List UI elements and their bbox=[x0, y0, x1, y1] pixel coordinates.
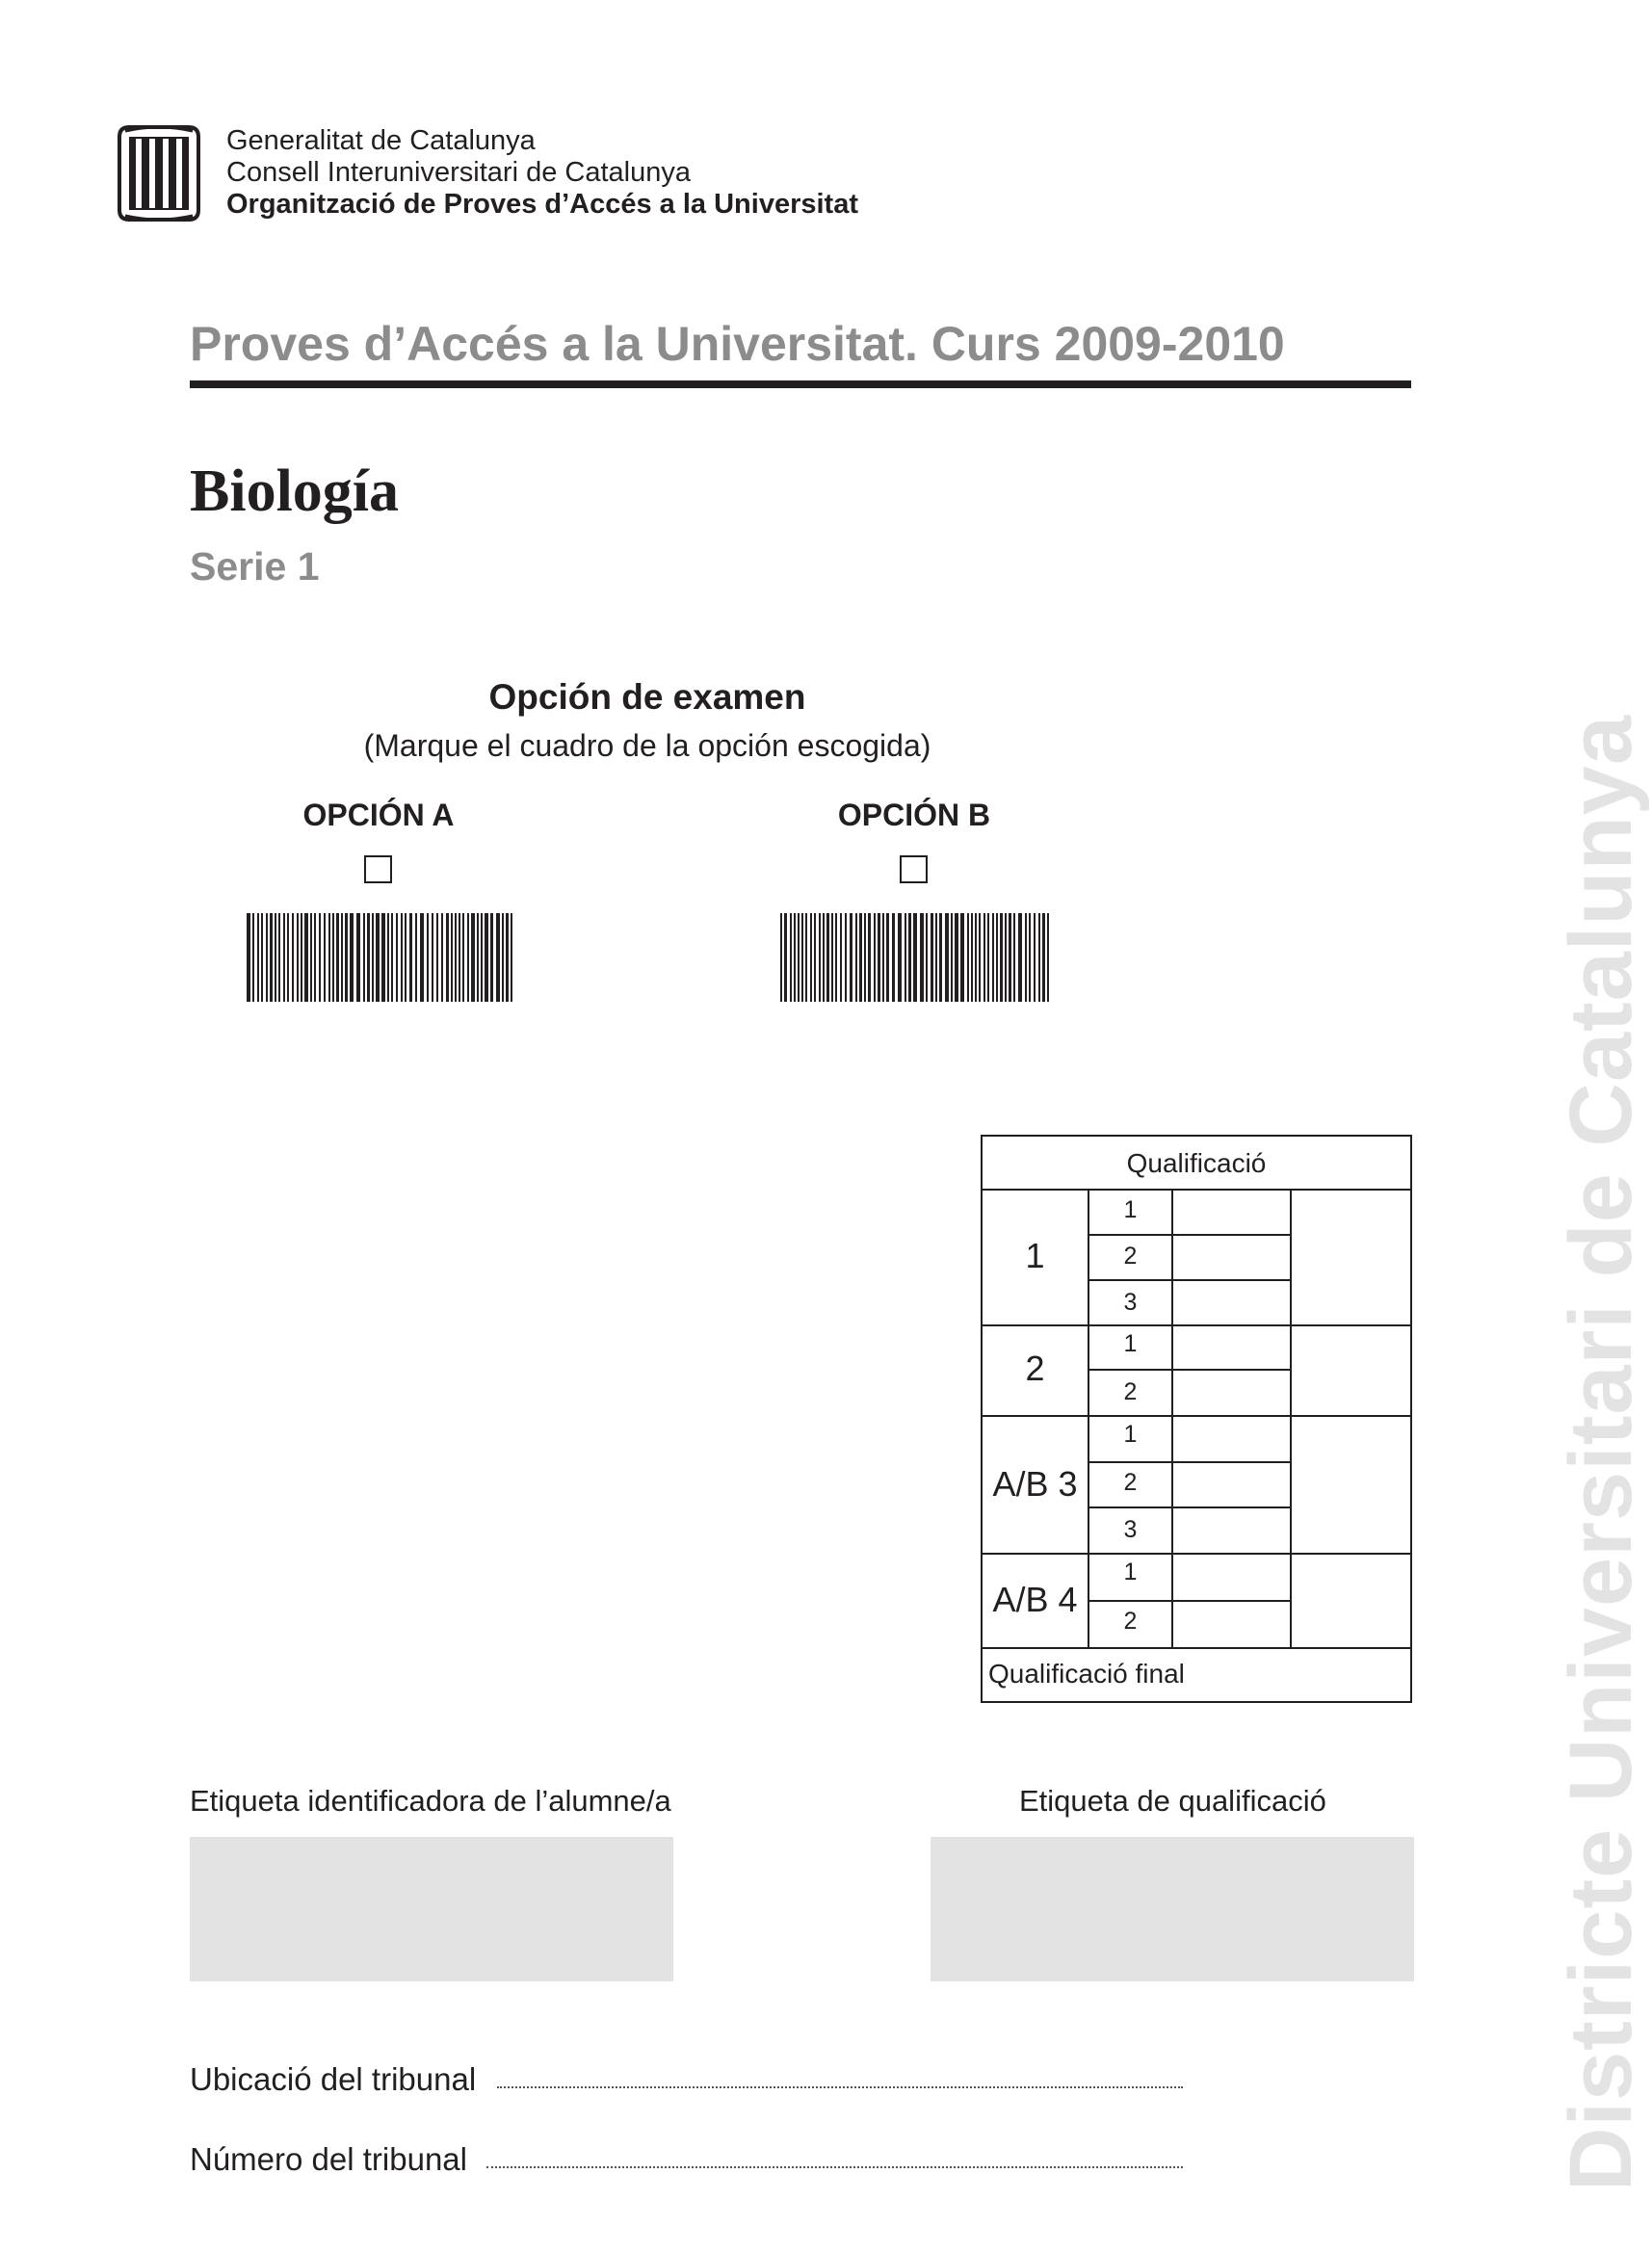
student-label-caption: Etiqueta identificadora de l’alumne/a bbox=[190, 1784, 671, 1818]
student-label-area bbox=[190, 1837, 673, 1981]
part-number: 2 bbox=[1123, 1378, 1138, 1405]
option-b-barcode bbox=[780, 913, 1050, 1002]
group-label-ab4: A/B 4 bbox=[992, 1580, 1078, 1619]
tribunal-location-field[interactable] bbox=[497, 2086, 1183, 2088]
tribunal-location-label: Ubicació del tribunal bbox=[190, 2061, 477, 2097]
header-line-organitzacio: Organització de Proves d’Accés a la Universitat bbox=[226, 189, 858, 220]
tribunal-number-field[interactable] bbox=[486, 2166, 1183, 2168]
part-number: 3 bbox=[1123, 1516, 1138, 1543]
grade-label-caption: Etiqueta de qualificació bbox=[1019, 1784, 1326, 1818]
group-label-2: 2 bbox=[1025, 1349, 1045, 1388]
part-number: 2 bbox=[1123, 1243, 1138, 1270]
grading-table bbox=[981, 1135, 1412, 1703]
option-a-barcode bbox=[247, 913, 516, 1002]
part-number: 1 bbox=[1123, 1421, 1138, 1448]
generalitat-logo-icon bbox=[118, 125, 200, 222]
option-b-checkbox[interactable] bbox=[900, 855, 928, 883]
exam-option-instructions: (Marque el cuadro de la opción escogida) bbox=[363, 728, 931, 763]
header-line-generalitat: Generalitat de Catalunya bbox=[226, 125, 536, 156]
final-grade-label: Qualificació final bbox=[988, 1659, 1185, 1689]
side-watermark-text: Districte Universitari de Catalunya bbox=[1552, 714, 1650, 2191]
part-number: 2 bbox=[1123, 1469, 1138, 1496]
part-number: 1 bbox=[1123, 1559, 1138, 1585]
tribunal-number-label: Número del tribunal bbox=[190, 2141, 467, 2177]
part-number: 1 bbox=[1123, 1330, 1138, 1357]
series-label: Serie 1 bbox=[190, 544, 320, 589]
option-b-label: OPCIÓN B bbox=[837, 798, 991, 832]
header-line-consell: Consell Interuniversitari de Catalunya bbox=[226, 157, 691, 188]
subject-title: Biología bbox=[190, 458, 400, 524]
option-a-label: OPCIÓN A bbox=[302, 798, 455, 832]
option-a-checkbox[interactable] bbox=[364, 855, 392, 883]
title-divider bbox=[190, 380, 1411, 388]
grading-header: Qualificació bbox=[1126, 1148, 1267, 1178]
exam-option-title: Opción de examen bbox=[488, 677, 806, 717]
part-number: 1 bbox=[1123, 1196, 1138, 1223]
grade-label-area bbox=[931, 1837, 1414, 1981]
part-number: 2 bbox=[1123, 1608, 1138, 1635]
group-label-1: 1 bbox=[1025, 1236, 1045, 1275]
part-number: 3 bbox=[1123, 1289, 1138, 1316]
page-title: Proves d’Accés a la Universitat. Curs 2009-2010 bbox=[190, 317, 1285, 371]
group-label-ab3: A/B 3 bbox=[992, 1464, 1078, 1504]
